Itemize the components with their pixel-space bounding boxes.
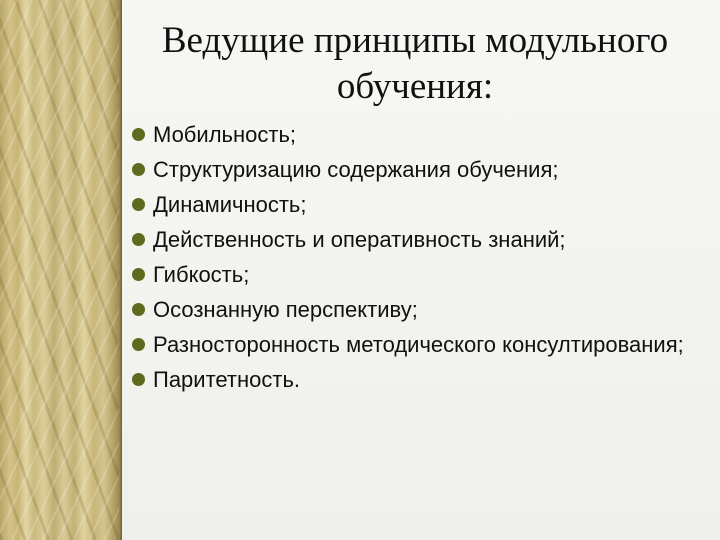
bullet-icon bbox=[132, 268, 145, 281]
bullet-text: Паритетность. bbox=[153, 367, 301, 392]
list-item bbox=[128, 120, 708, 149]
bullet-icon bbox=[132, 198, 145, 211]
bullet-text: Динамичность; bbox=[153, 192, 307, 217]
bullet-icon bbox=[132, 233, 145, 246]
slide-title bbox=[130, 18, 700, 110]
list-item bbox=[128, 365, 708, 394]
bullet-list bbox=[128, 120, 708, 400]
bullet-text: Мобильность; bbox=[153, 122, 297, 147]
title-line-2: обучения: bbox=[336, 66, 494, 107]
bullet-text: Разносторонность методического консултирования; bbox=[153, 332, 684, 357]
bullet-text: Структуризацию содержания обучения; bbox=[153, 157, 559, 182]
decorative-gold-border bbox=[0, 0, 122, 540]
title-line-1: Ведущие принципы модульного bbox=[161, 20, 669, 61]
list-item bbox=[128, 330, 708, 359]
bullet-icon bbox=[132, 373, 145, 386]
bullet-text: Осознанную перспективу; bbox=[153, 297, 418, 322]
list-item bbox=[128, 260, 708, 289]
bullet-text: Действенность и оперативность знаний; bbox=[153, 227, 566, 252]
bullet-icon bbox=[132, 338, 145, 351]
bullet-icon bbox=[132, 163, 145, 176]
list-item bbox=[128, 225, 708, 254]
bullet-icon bbox=[132, 128, 145, 141]
list-item bbox=[128, 190, 708, 219]
bullet-icon bbox=[132, 303, 145, 316]
bullet-text: Гибкость; bbox=[153, 262, 250, 287]
list-item bbox=[128, 295, 708, 324]
list-item bbox=[128, 155, 708, 184]
